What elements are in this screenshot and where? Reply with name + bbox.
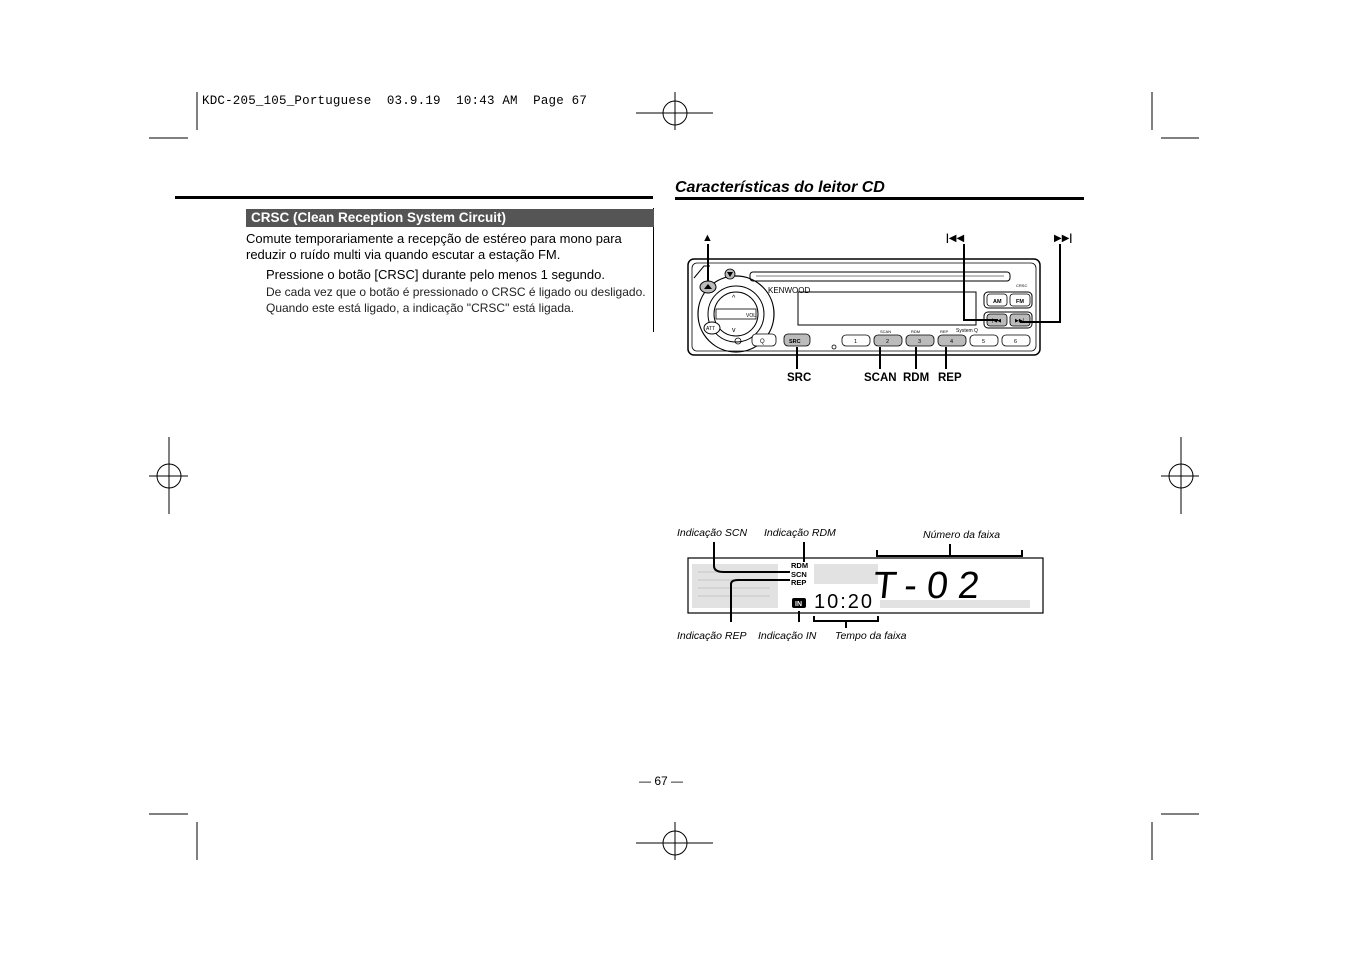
label-indicacao-rdm: Indicação RDM bbox=[764, 527, 836, 539]
src-button-label: SRC bbox=[789, 339, 801, 345]
system-q-label: System Q bbox=[956, 328, 978, 334]
prev-track-symbol: |◀◀ bbox=[946, 233, 965, 244]
att-label: ATT bbox=[706, 326, 716, 332]
prev-track-icon: |◀◀ bbox=[992, 318, 1001, 324]
next-track-icon: ▶▶| bbox=[1015, 318, 1024, 324]
label-tempo-faixa: Tempo da faixa bbox=[835, 630, 907, 642]
crsc-note bbox=[266, 284, 651, 316]
label-indicacao-rep: Indicação REP bbox=[677, 630, 747, 642]
in-badge-text: IN bbox=[795, 601, 802, 608]
crsc-section-heading: CRSC (Clean Reception System Circuit) bbox=[246, 209, 654, 227]
preset-3-label: 3 bbox=[918, 339, 922, 345]
indicator-rdm: RDM bbox=[791, 561, 809, 570]
track-time-display: 10:20 bbox=[814, 591, 875, 613]
next-track-symbol: ▶▶| bbox=[1054, 233, 1073, 244]
display-diagram bbox=[674, 522, 1046, 646]
registration-target-bottom bbox=[636, 822, 713, 860]
registration-target-top bbox=[636, 92, 713, 130]
print-slug: KDC-205_105_Portuguese 03.9.19 10:43 AM Page 67 bbox=[202, 94, 588, 108]
faceplate-diagram bbox=[680, 226, 1085, 391]
callout-src: SRC bbox=[787, 372, 812, 384]
indicator-rep: REP bbox=[791, 578, 807, 587]
vol-label: VOL bbox=[746, 313, 757, 319]
preset-2-label: 2 bbox=[886, 339, 890, 345]
eject-symbol: ▲ bbox=[702, 232, 713, 244]
crsc-small-label: CRSC bbox=[1016, 283, 1028, 288]
registration-target-right bbox=[1161, 437, 1199, 514]
callout-rep: REP bbox=[938, 372, 962, 384]
am-label: AM bbox=[993, 299, 1002, 305]
scan-small-label: SCAN bbox=[880, 329, 892, 334]
label-indicacao-scn: Indicação SCN bbox=[677, 527, 748, 539]
brand-logo: KENWOOD bbox=[768, 286, 811, 295]
track-number-display: T-02 bbox=[871, 565, 992, 607]
page-number: — 67 — bbox=[639, 774, 684, 788]
page-title: Características do leitor CD bbox=[675, 179, 885, 196]
left-top-rule bbox=[175, 196, 653, 199]
preset-4-label: 4 bbox=[950, 339, 954, 345]
label-indicacao-in: Indicação IN bbox=[758, 630, 817, 642]
preset-1-label: 1 bbox=[854, 339, 858, 345]
indicator-scn: SCN bbox=[791, 570, 807, 579]
q-icon: Q bbox=[760, 339, 765, 345]
callout-scan: SCAN bbox=[864, 372, 897, 384]
rdm-small-label: RDM bbox=[911, 329, 921, 334]
preset-5-label: 5 bbox=[982, 339, 986, 345]
crsc-note-line: Quando este está ligado, a indicação "CRSC" está ligada. bbox=[266, 301, 575, 315]
label-numero-faixa: Número da faixa bbox=[923, 529, 1001, 541]
knob-up-icon: ^ bbox=[732, 295, 736, 302]
crsc-step-text: Pressione o botão [CRSC] durante pelo menos 1 segundo. bbox=[266, 267, 605, 282]
preset-6-label: 6 bbox=[1014, 339, 1018, 345]
rep-small-label: REP bbox=[940, 329, 949, 334]
callout-rdm: RDM bbox=[903, 372, 930, 384]
knob-down-icon: v bbox=[732, 327, 736, 334]
crsc-note-line: De cada vez que o botão é pressionado o CRSC é ligado ou desligado. bbox=[266, 285, 646, 299]
registration-target-left bbox=[149, 437, 188, 514]
fm-label: FM bbox=[1016, 299, 1024, 305]
right-top-rule bbox=[675, 197, 1084, 200]
crsc-intro-text: Comute temporariamente a recepção de estéreo para mono para reduzir o ruído multi via quando escutar a estação FM. bbox=[246, 231, 622, 262]
